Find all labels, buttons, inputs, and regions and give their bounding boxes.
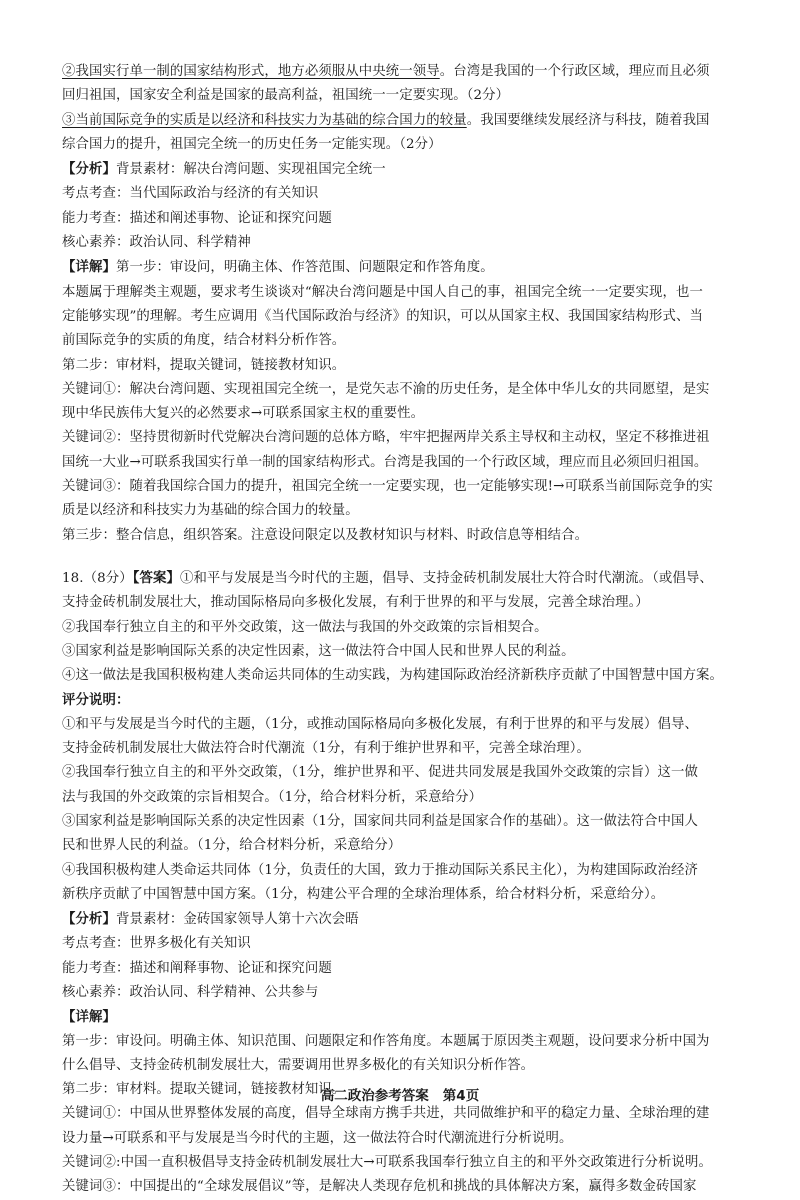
text-line: 能力考查：描述和阐释事物、论证和探究问题	[62, 960, 332, 976]
text-line: 【分析】背景素材：解决台湾问题、实现祖国完全统一	[62, 161, 386, 178]
text-line: 新秩序贡献了中国智慧中国方案。（1分，构建公平合理的全球治理体系，给合材料分析，采意给分）。	[62, 886, 665, 902]
answer-content	[62, 60, 742, 1200]
text-line: 考点考查：世界多极化有关知识	[62, 936, 251, 952]
text-line: 国统一大业→可联系我国实行单一制的国家结构形式。台湾是我国的一个行政区域，理应而且必须回归祖国。	[62, 454, 708, 470]
text-line: 定能够实现”的理解。考生应调用《当代国际政治与经济》的知识，可以从国家主权、我国国家结构形式、当	[62, 308, 704, 324]
text-line: 考点考查：当代国际政治与经济的有关知识	[62, 186, 319, 202]
text-line: 关键词②:中国一直积极倡导支持金砖机制发展壮大→可联系我国奉行独立自主的和平外交政策进行分析说明。	[62, 1155, 712, 1171]
text-line: ④这一做法是我国积极构建人类命运共同体的生动实践，为构建国际政治经济新秩序贡献了中国智慧中国方案。	[62, 668, 724, 684]
question-number: 18.（8分）	[62, 570, 133, 586]
text-line: ③国家利益是影响国际关系的决定性因素（1分，国家间共同利益是国家合作的基础）。这一做法符合中国人	[62, 813, 698, 829]
text-line: 【分析】背景素材：金砖国家领导人第十六次会晤	[62, 911, 359, 928]
text-line: 回归祖国，国家安全利益是国家的最高利益，祖国统一一定要实现。（2分）	[62, 88, 510, 104]
text-line: ②我国实行单一制的国家结构形式，地方必须服从中央统一领导。台湾是我国的一个行政区域，理应而且必须	[62, 64, 710, 79]
footer-title: 高二政治参考答案	[320, 1088, 429, 1104]
text-line: ③国家利益是影响国际关系的决定性因素，这一做法符合中国人民和世界人民的利益。	[62, 643, 575, 659]
text-line: 现中华民族伟大复兴的必然要求→可联系国家主权的重要性。	[62, 406, 425, 422]
text-line: 民和世界人民的利益。（1分，给合材料分析，采意给分）	[62, 838, 402, 854]
text-line: 本题属于理解类主观题，要求考生谈谈对“解决台湾问题是中国人自己的事，祖国完全统一一定要实现，也一	[62, 284, 704, 300]
scoring-heading: 评分说明：	[62, 692, 130, 709]
section-label: 【答案】	[132, 569, 180, 586]
text-line: 第三步：整合信息，组织答案。注意设问限定以及教材知识与材料、时政信息等相结合。	[62, 527, 589, 543]
text-line: 第一步：审设问。明确主体、知识范围、问题限定和作答角度。本题属于原因类主观题，设问要求分析中国为	[62, 1033, 710, 1049]
text-line: 什么倡导、支持金砖机制发展壮大，需要调用世界多极化的有关知识分析作答。	[62, 1057, 535, 1073]
text-line: 能力考查：描述和阐述事物、论证和探究问题	[62, 210, 332, 226]
text-line: 设力量→可联系和平与发展是当今时代的主题，这一做法符合时代潮流进行分析说明。	[62, 1130, 573, 1146]
text-line: 关键词①：解决台湾问题、实现祖国完全统一，是党矢志不渝的历史任务，是全体中华儿女的共同愿望，是实	[62, 381, 710, 397]
text-line: ①和平与发展是当今时代的主题，（1分，或推动国际格局向多极化发展，有利于世界的和平与发展）倡导、	[62, 716, 698, 732]
text-line: 支持金砖机制发展壮大做法符合时代潮流（1分，有利于维护世界和平，完善全球治理）。	[62, 741, 591, 757]
question-18-heading: 18.（8分）【答案】①和平与发展是当今时代的主题，倡导、支持金砖机制发展壮大符合时代潮流。（或倡导、	[62, 569, 713, 586]
text-line: ④我国积极构建人类命运共同体（1分，负责任的大国，致力于推动国际关系民主化），为构建国际政治经济	[62, 862, 698, 878]
text-line: ③当前国际竞争的实质是以经济和科技实力为基础的综合国力的较量。我国要继续发展经济与科技，随着我国	[62, 112, 710, 128]
text-line: 核心素养：政治认同、科学精神	[62, 235, 251, 251]
text-line: 关键词③：中国提出的“全球发展倡议”等，是解决人类现存危机和挑战的具体解决方案，赢得多数金砖国家	[62, 1179, 697, 1195]
section-label: 【详解】	[62, 1009, 116, 1026]
text-line: 【详解】第一步：审设问，明确主体、作答范围、问题限定和作答角度。	[62, 259, 494, 276]
text-line: 核心素养：政治认同、科学精神、公共参与	[62, 984, 319, 1000]
text-line: 关键词②：坚持贯彻新时代党解决台湾问题的总体方略，牢牢把握两岸关系主导权和主动权，坚定不移推进祖	[62, 430, 710, 446]
text-line: ②我国奉行独立自主的和平外交政策，这一做法与我国的外交政策的宗旨相契合。	[62, 619, 548, 635]
underlined-phrase: ③当前国际竞争的实质是以经济和科技实力为基础的综合国力的较量	[62, 112, 467, 128]
section-label: 【详解】	[62, 259, 116, 276]
section-label: 【分析】	[62, 161, 116, 178]
underlined-phrase: ②我国实行单一制的国家结构形式，地方必须服从中央统一领导	[62, 64, 440, 79]
page-footer	[0, 1084, 800, 1104]
text-line: 支持金砖机制发展壮大，推动国际格局向多极化发展，有利于世界的和平与发展，完善全球治理。）	[62, 595, 649, 611]
text-line: ②我国奉行独立自主的和平外交政策，（1分，维护世界和平、促进共同发展是我国外交政策的宗旨）这一做	[62, 765, 698, 781]
text-line: 法与我国的外交政策的宗旨相契合。（1分，给合材料分析，采意给分）	[62, 789, 483, 805]
section-label: 【分析】	[62, 911, 116, 928]
text-line: 第二步：审材料。提取关键词，链接教材知识。	[62, 1082, 346, 1098]
text-line: 前国际竞争的实质的角度，结合材料分析作答。	[62, 333, 346, 349]
text-line: 关键词③：随着我国综合国力的提升，祖国完全统一一定要实现，也一定能够实现!→可联系当前国际竞争的实	[62, 479, 713, 495]
page-number: 第4页	[442, 1088, 480, 1104]
text-line: 第二步：审材料，提取关键词，链接教材知识。	[62, 357, 346, 373]
text-line: 关键词①：中国从世界整体发展的高度，倡导全球南方携手共进，共同做维护和平的稳定力量、全球治理的建	[62, 1106, 710, 1122]
text-line: 质是以经济和科技实力为基础的综合国力的较量。	[62, 503, 359, 519]
text-line: 综合国力的提升，祖国完全统一的历史任务一定能实现。（2分）	[62, 136, 442, 152]
